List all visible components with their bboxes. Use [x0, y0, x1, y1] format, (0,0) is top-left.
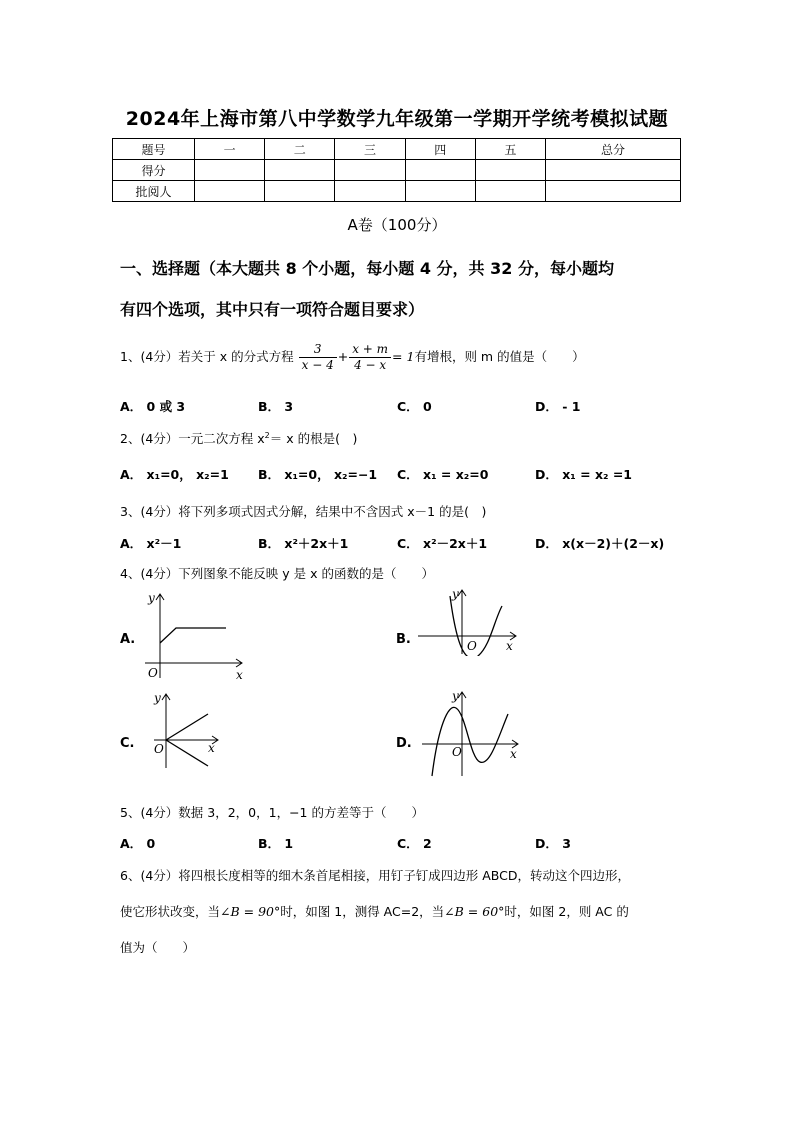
question-3: 3、(4分）将下列多项式因式分解，结果中不含因式 x－1 的是( )	[120, 504, 487, 519]
grader-input-cell[interactable]	[265, 181, 335, 202]
q2-option-c[interactable]: C． x₁ = x₂=0	[397, 467, 489, 482]
graph-a	[140, 588, 250, 684]
x-axis-label: x	[236, 668, 243, 682]
question-6-line1: 6、(4分）将四根长度相等的细木条首尾相接，用钉子钉成四边形 ABCD，转动这个四边形，	[120, 868, 631, 883]
q4-option-b[interactable]: B.	[396, 632, 411, 647]
question-2	[120, 429, 357, 447]
table-row	[113, 181, 681, 202]
fraction-1-numerator: 3	[299, 342, 337, 358]
origin-label: O	[154, 742, 164, 756]
question-6-line3: 值为（ ）	[120, 940, 196, 955]
table-cell: 一	[195, 139, 265, 160]
y-axis-label: y	[452, 689, 459, 703]
q2-option-d[interactable]: D． x₁ = x₂ =1	[535, 467, 633, 482]
origin-label: O	[148, 666, 158, 680]
plus-sign: +	[337, 349, 349, 364]
y-axis-label: y	[154, 691, 161, 705]
function-ray-down	[166, 740, 208, 766]
q4-option-d[interactable]: D.	[396, 736, 412, 751]
score-input-cell[interactable]	[405, 160, 475, 181]
score-input-cell[interactable]	[475, 160, 545, 181]
q1-option-c[interactable]: C． 0	[397, 399, 432, 414]
table-cell: 三	[335, 139, 405, 160]
function-curve	[432, 707, 508, 776]
axes	[154, 694, 218, 768]
graph-b	[412, 586, 522, 656]
page-title: 2024年上海市第八中学数学九年级第一学期开学统考模拟试题	[125, 108, 669, 130]
x-axis-label: x	[506, 639, 513, 653]
y-axis-label: y	[148, 591, 155, 605]
q5-option-c[interactable]: C． 2	[397, 836, 432, 851]
grader-input-cell[interactable]	[405, 181, 475, 202]
table-row	[113, 160, 681, 181]
volume-label: A卷（100分）	[347, 216, 447, 234]
q2-option-b[interactable]: B． x₁=0， x₂=−1	[258, 467, 378, 482]
fraction-2-denominator: 4 − x	[354, 358, 387, 372]
score-input-cell[interactable]	[546, 160, 681, 181]
score-input-cell[interactable]	[195, 160, 265, 181]
axes	[145, 594, 242, 678]
section-heading-line2: 有四个选项，其中只有一项符合题目要求）	[120, 300, 425, 319]
question-2-prefix: 2、(4分）一元二次方程 x	[120, 431, 265, 446]
table-cell: 题号	[113, 139, 195, 160]
q3-option-a[interactable]: A． x²－1	[120, 536, 182, 551]
score-input-cell[interactable]	[335, 160, 405, 181]
equals-one: = 1	[392, 349, 415, 364]
table-row	[113, 139, 681, 160]
question-6-line2a: 使它形状改变，当	[120, 904, 221, 919]
question-4: 4、(4分）下列图象不能反映 y 是 x 的函数的是（ ）	[120, 566, 434, 581]
table-cell: 得分	[113, 160, 195, 181]
question-1-prefix: 1、(4分）若关于 x 的分式方程	[120, 349, 294, 364]
table-cell: 四	[405, 139, 475, 160]
question-5: 5、(4分）数据 3，2，0，1，−1 的方差等于（ ）	[120, 805, 424, 820]
q5-option-d[interactable]: D． 3	[535, 836, 571, 851]
exponent: 2	[264, 430, 270, 440]
question-6-line2b: 时，如图 1，测得 AC=2，当	[280, 904, 445, 919]
score-input-cell[interactable]	[265, 160, 335, 181]
function-curve	[160, 628, 226, 643]
q4-option-c[interactable]: C.	[120, 736, 135, 751]
q4-option-a[interactable]: A.	[120, 632, 136, 647]
y-axis-label: y	[452, 587, 459, 601]
angle-60: ∠B = 60°	[444, 904, 505, 919]
grader-input-cell[interactable]	[475, 181, 545, 202]
question-1	[120, 339, 585, 375]
graph-d	[418, 688, 522, 778]
q5-option-a[interactable]: A． 0	[120, 836, 156, 851]
q3-option-c[interactable]: C． x²－2x＋1	[397, 536, 488, 551]
graph-c	[140, 690, 230, 770]
table-cell: 总分	[546, 139, 681, 160]
fraction-1-denominator: x − 4	[301, 358, 334, 372]
grader-input-cell[interactable]	[335, 181, 405, 202]
grader-input-cell[interactable]	[195, 181, 265, 202]
score-table	[112, 138, 681, 202]
question-1-suffix: 有增根，则 m 的值是（ ）	[414, 349, 585, 364]
table-cell: 五	[475, 139, 545, 160]
x-axis-label: x	[208, 741, 215, 755]
table-cell: 二	[265, 139, 335, 160]
origin-label: O	[467, 639, 477, 653]
q1-option-b[interactable]: B． 3	[258, 399, 294, 414]
function-ray-up	[166, 714, 208, 740]
x-axis-label: x	[510, 747, 517, 761]
question-6-line2c: 时，如图 2，则 AC 的	[504, 904, 629, 919]
fraction-2	[349, 342, 391, 373]
q2-option-a[interactable]: A． x₁=0， x₂=1	[120, 467, 229, 482]
q3-option-d[interactable]: D． x(x－2)＋(2－x)	[535, 536, 665, 551]
q5-option-b[interactable]: B． 1	[258, 836, 294, 851]
q3-option-b[interactable]: B． x²＋2x＋1	[258, 536, 349, 551]
origin-label: O	[452, 745, 462, 759]
angle-90: ∠B = 90°	[220, 904, 281, 919]
axes	[422, 692, 518, 776]
fraction-1	[299, 342, 337, 373]
grader-input-cell[interactable]	[546, 181, 681, 202]
table-cell: 批阅人	[113, 181, 195, 202]
question-2-suffix: ＝ x 的根是( )	[269, 431, 358, 446]
fraction-2-numerator: x + m	[349, 342, 391, 358]
q1-option-d[interactable]: D． - 1	[535, 399, 581, 414]
section-heading-line1: 一、选择题（本大题共 8 个小题，每小题 4 分，共 32 分，每小题均	[120, 259, 614, 278]
q1-option-a[interactable]: A． 0 或 3	[120, 399, 186, 414]
question-6-line2	[120, 902, 629, 920]
